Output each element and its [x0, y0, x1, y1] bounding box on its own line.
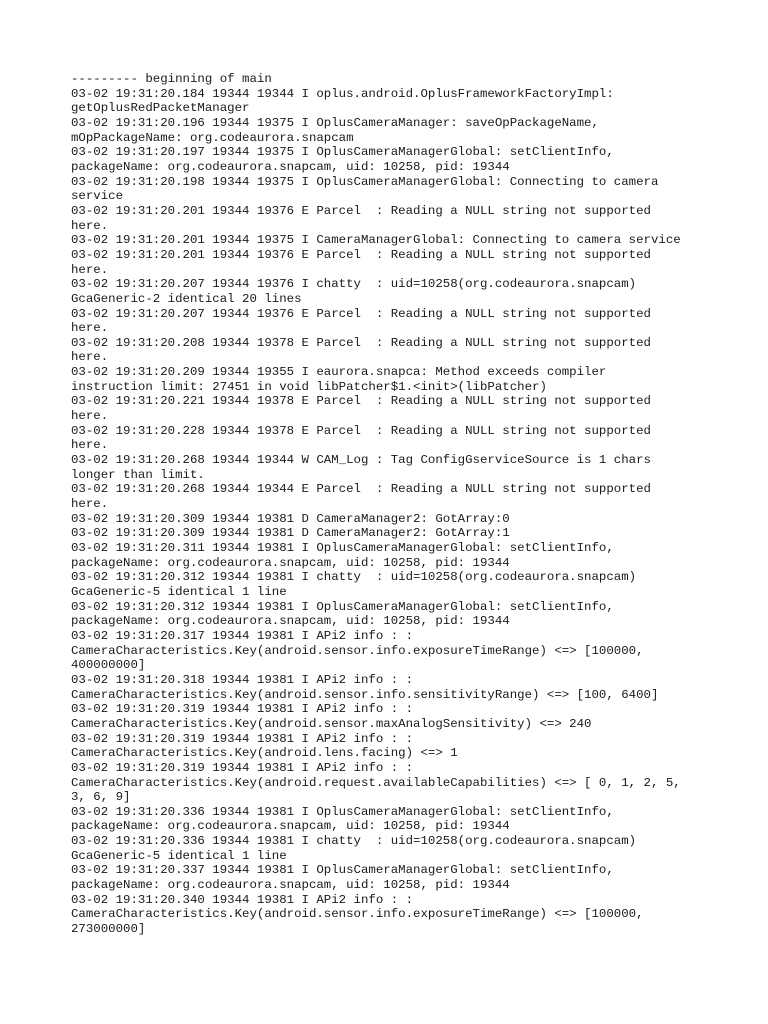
log-line: 03-02 19:31:20.196 19344 19375 I OplusCameraManager: saveOpPackageName,	[71, 115, 599, 130]
log-line: 03-02 19:31:20.309 19344 19381 D CameraManager2: GotArray:0	[71, 511, 510, 526]
log-line: 03-02 19:31:20.207 19344 19376 E Parcel : Reading a NULL string not supported	[71, 306, 651, 321]
log-line: packageName: org.codeaurora.snapcam, uid: 10258, pid: 19344	[71, 555, 510, 570]
log-line: CameraCharacteristics.Key(android.sensor.info.exposureTimeRange) <=> [100000,	[71, 643, 644, 658]
log-line: 03-02 19:31:20.319 19344 19381 I APi2 info : :	[71, 760, 414, 775]
log-line: 03-02 19:31:20.317 19344 19381 I APi2 info : :	[71, 628, 414, 643]
log-line: 03-02 19:31:20.221 19344 19378 E Parcel : Reading a NULL string not supported	[71, 394, 651, 409]
log-line: 03-02 19:31:20.209 19344 19355 I eaurora.snapca: Method exceeds compiler	[71, 365, 607, 380]
log-line: 03-02 19:31:20.268 19344 19344 E Parcel : Reading a NULL string not supported	[71, 482, 651, 497]
log-line: GcaGeneric-5 identical 1 line	[71, 584, 287, 599]
log-line: longer than limit.	[71, 467, 205, 482]
log-line: here.	[71, 438, 109, 453]
log-line: 03-02 19:31:20.309 19344 19381 D CameraManager2: GotArray:1	[71, 526, 510, 541]
log-line: 400000000]	[71, 658, 146, 673]
log-line: 03-02 19:31:20.208 19344 19378 E Parcel : Reading a NULL string not supported	[71, 335, 651, 350]
log-line: packageName: org.codeaurora.snapcam, uid: 10258, pid: 19344	[71, 878, 510, 893]
log-line: 03-02 19:31:20.319 19344 19381 I APi2 info : :	[71, 702, 414, 717]
log-line: CameraCharacteristics.Key(android.lens.facing) <=> 1	[71, 746, 458, 761]
log-line: 03-02 19:31:20.201 19344 19376 E Parcel : Reading a NULL string not supported	[71, 247, 651, 262]
log-line: 03-02 19:31:20.207 19344 19376 I chatty : uid=10258(org.codeaurora.snapcam)	[71, 277, 637, 292]
log-line: here.	[71, 409, 109, 424]
log-line: 03-02 19:31:20.184 19344 19344 I oplus.android.OplusFrameworkFactoryImpl:	[71, 86, 614, 101]
log-line: 03-02 19:31:20.198 19344 19375 I OplusCameraManagerGlobal: Connecting to camera	[71, 174, 659, 189]
log-line: GcaGeneric-5 identical 1 line	[71, 848, 287, 863]
log-line: getOplusRedPacketManager	[71, 101, 250, 116]
log-line: service	[71, 189, 124, 204]
log-line: here.	[71, 321, 109, 336]
log-line: 03-02 19:31:20.312 19344 19381 I OplusCameraManagerGlobal: setClientInfo,	[71, 599, 614, 614]
log-line: 03-02 19:31:20.318 19344 19381 I APi2 info : :	[71, 672, 414, 687]
log-line: CameraCharacteristics.Key(android.sensor.info.exposureTimeRange) <=> [100000,	[71, 907, 644, 922]
log-line: 03-02 19:31:20.337 19344 19381 I OplusCameraManagerGlobal: setClientInfo,	[71, 863, 614, 878]
log-line: 03-02 19:31:20.311 19344 19381 I OplusCameraManagerGlobal: setClientInfo,	[71, 541, 614, 555]
log-line: CameraCharacteristics.Key(android.request.availableCapabilities) <=> [ 0, 1, 2, 5,	[71, 775, 681, 790]
log-line: 03-02 19:31:20.228 19344 19378 E Parcel : Reading a NULL string not supported	[71, 423, 651, 438]
log-line: 03-02 19:31:20.312 19344 19381 I chatty : uid=10258(org.codeaurora.snapcam)	[71, 570, 637, 585]
log-line: instruction limit: 27451 in void libPatcher$1.<init>(libPatcher)	[71, 379, 547, 394]
log-line: packageName: org.codeaurora.snapcam, uid: 10258, pid: 19344	[71, 614, 510, 629]
log-line: 3, 6, 9]	[71, 790, 131, 805]
log-line: packageName: org.codeaurora.snapcam, uid: 10258, pid: 19344	[71, 819, 510, 834]
log-line: mOpPackageName: org.codeaurora.snapcam	[71, 130, 354, 145]
log-text-block	[71, 72, 711, 937]
log-line: packageName: org.codeaurora.snapcam, uid: 10258, pid: 19344	[71, 159, 510, 174]
log-line: 03-02 19:31:20.336 19344 19381 I OplusCameraManagerGlobal: setClientInfo,	[71, 804, 614, 819]
log-line: 03-02 19:31:20.336 19344 19381 I chatty : uid=10258(org.codeaurora.snapcam)	[71, 834, 637, 849]
log-line: here.	[71, 497, 109, 512]
log-line: 03-02 19:31:20.268 19344 19344 W CAM_Log : Tag ConfigGserviceSource is 1 chars	[71, 453, 651, 468]
log-line: here.	[71, 350, 109, 365]
log-line: 03-02 19:31:20.197 19344 19375 I OplusCameraManagerGlobal: setClientInfo,	[71, 145, 614, 160]
log-line: 03-02 19:31:20.340 19344 19381 I APi2 info : :	[71, 892, 414, 907]
log-line: 03-02 19:31:20.201 19344 19375 I CameraManagerGlobal: Connecting to camera service	[71, 233, 681, 248]
log-line: here.	[71, 218, 109, 233]
log-line: 03-02 19:31:20.201 19344 19376 E Parcel : Reading a NULL string not supported	[71, 203, 651, 218]
log-line: CameraCharacteristics.Key(android.sensor.maxAnalogSensitivity) <=> 240	[71, 716, 592, 731]
log-line: GcaGeneric-2 identical 20 lines	[71, 291, 302, 306]
log-line: 03-02 19:31:20.319 19344 19381 I APi2 info : :	[71, 731, 414, 746]
log-line: here.	[71, 262, 109, 277]
log-line: 273000000]	[71, 922, 146, 937]
log-line: CameraCharacteristics.Key(android.sensor.info.sensitivityRange) <=> [100, 6400]	[71, 687, 659, 702]
log-line: --------- beginning of main	[71, 72, 272, 86]
